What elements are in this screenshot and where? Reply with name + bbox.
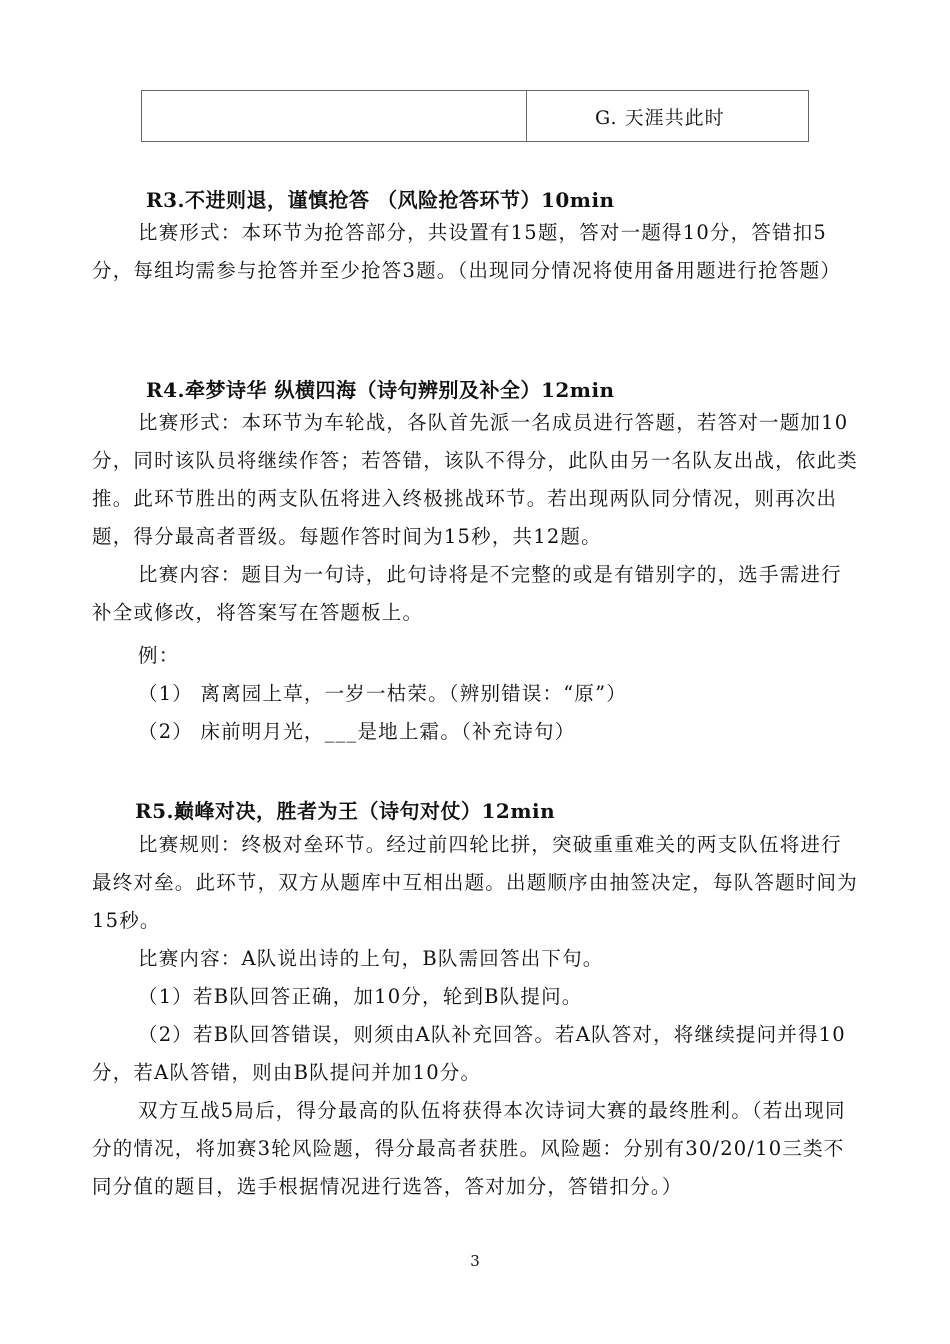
r4-format-paragraph: 比赛形式：本环节为车轮战，各队首先派一名成员进行答题，若答对一题加10分，同时该队员将继续作答；若答错，该队不得分，此队由另一名队友出战，依此类推。此环节胜出的两支队伍将进入终极挑战环节。若出现两队同分情况，则再次出题，得分最高者晋级。每题作答时间为15秒，共12题。	[92, 411, 858, 548]
r4-example-1: （1） 离离园上草，一岁一枯荣。（辨别错误：“原”）	[138, 682, 627, 705]
r5-content-paragraph: 比赛内容：A队说出诗的上句，B队需回答出下句。	[138, 947, 604, 970]
table-cell-right: G. 天涯共此时	[595, 106, 725, 129]
r5-case-2: （2）若B队回答错误，则须由A队补充回答。若A队答对，将继续提问并得10分，若A队答错，则由B队提问并加10分。	[92, 1023, 846, 1084]
r5-case-1: （1）若B队回答正确，加10分，轮到B队提问。	[138, 985, 583, 1008]
r3-format-paragraph: 比赛形式：本环节为抢答部分，共设置有15题，答对一题得10分，答错扣5分，每组均需参与抢答并至少抢答3题。（出现同分情况将使用备用题进行抢答题）	[92, 221, 842, 282]
r4-example-label: 例：	[138, 644, 180, 667]
r5-rules-paragraph: 比赛规则：终极对垒环节。经过前四轮比拼，突破重重难关的两支队伍将进行最终对垒。此环节，双方从题库中互相出题。出题顺序由抽签决定，每队答题时间为15秒。	[92, 833, 858, 932]
page-number: 3	[470, 1252, 480, 1270]
r4-heading: R4.牵梦诗华 纵横四海（诗句辨别及补全）12min	[146, 378, 615, 402]
r5-heading: R5.巅峰对决，胜者为王（诗句对仗）12min	[135, 799, 556, 823]
r5-final-paragraph: 双方互战5局后，得分最高的队伍将获得本次诗词大赛的最终胜利。（若出现同分的情况，将加赛3轮风险题，得分最高者获胜。风险题：分别有30/20/10三类不同分值的题目，选手根据情况进行选答，答对加分，答错扣分。）	[92, 1099, 846, 1198]
r3-heading: R3.不进则退，谨慎抢答 （风险抢答环节）10min	[146, 188, 615, 212]
r4-content-paragraph: 比赛内容：题目为一句诗，此句诗将是不完整的或是有错别字的，选手需进行补全或修改，将答案写在答题板上。	[92, 563, 842, 624]
table-cell-left	[142, 91, 527, 141]
r4-example-2: （2） 床前明月光，___是地上霜。（补充诗句）	[138, 720, 576, 743]
answer-table	[141, 90, 809, 142]
